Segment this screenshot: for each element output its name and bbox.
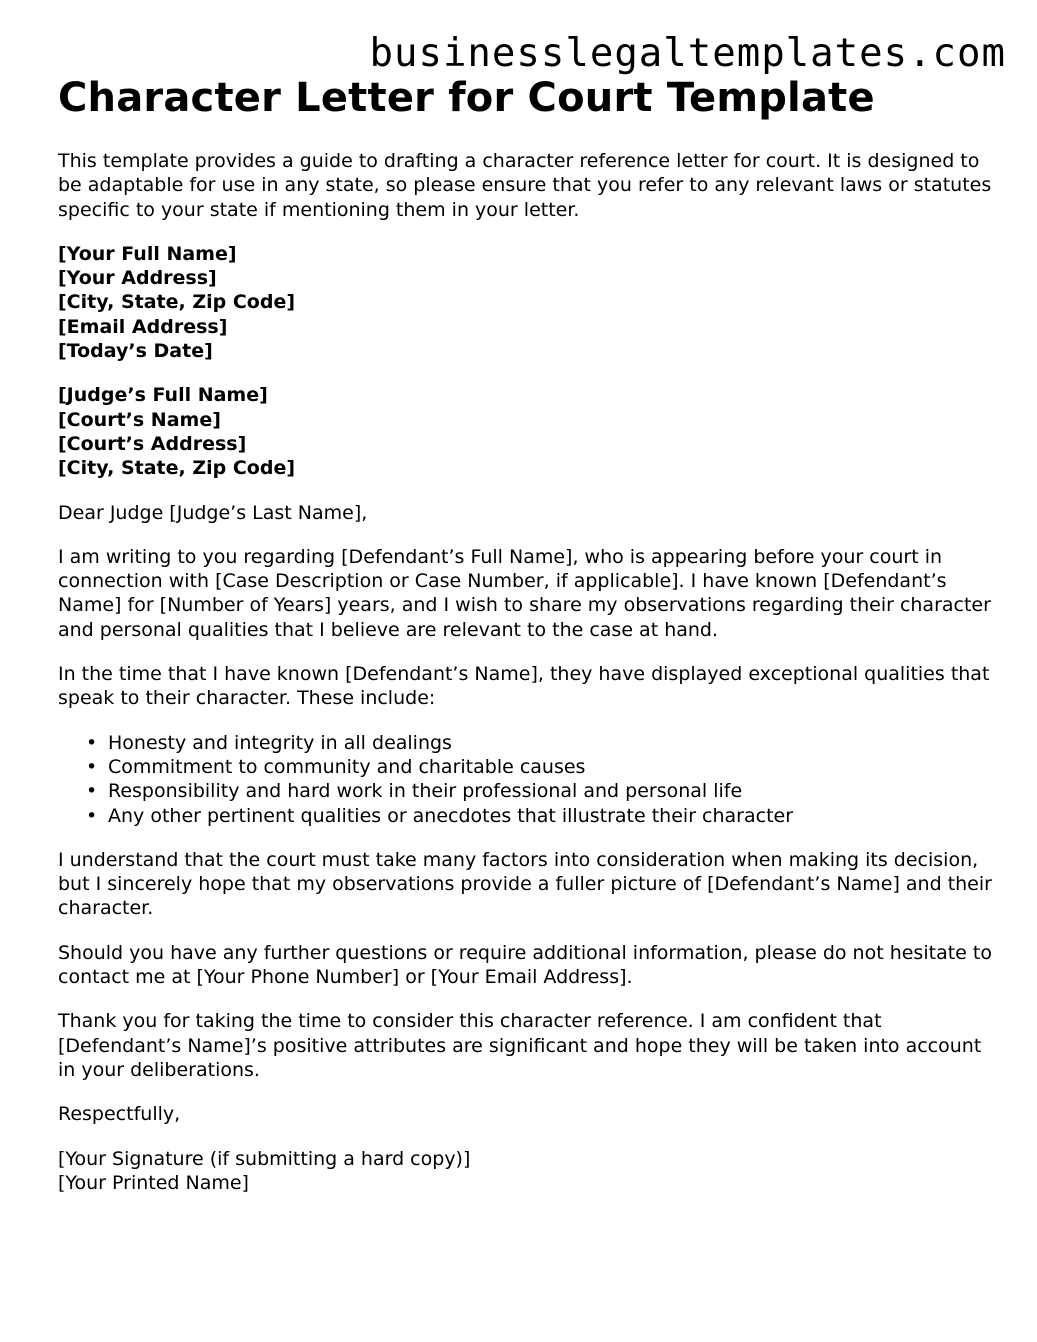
- sender-line: [Today’s Date]: [58, 340, 213, 363]
- document-page: [58, 72, 993, 1195]
- list-item: • Any other pertinent qualities or anecdotes that illustrate their character: [108, 804, 993, 828]
- recipient-line: [Court’s Address]: [58, 432, 247, 455]
- recipient-line: [Court’s Name]: [58, 408, 221, 431]
- sender-line: [Your Full Name]: [58, 242, 237, 265]
- sender-line: [City, State, Zip Code]: [58, 291, 296, 314]
- recipient-address-block: [58, 383, 993, 480]
- salutation: Dear Judge [Judge’s Last Name],: [58, 501, 368, 524]
- signature-block: [58, 1147, 993, 1196]
- qualities-list: [58, 731, 993, 828]
- document-title: Character Letter for Court Template: [58, 75, 875, 121]
- body-paragraph-5: Thank you for taking the time to consider this character reference. I am confident that [Defendant’s Name]’s positive attributes are significant and hope they will be taken into account in your deliberations.: [58, 1010, 982, 1081]
- sender-line: [Your Address]: [58, 267, 217, 290]
- closing: Respectfully,: [58, 1103, 181, 1126]
- site-watermark: businesslegaltemplates.com: [369, 31, 1006, 76]
- body-paragraph-1: I am writing to you regarding [Defendant’s Full Name], who is appearing before your court in connection with [Case Description or Case Number, if applicable]. I have known [Defendant’s Name] for [Number of Years] years, and I wish to share my observations regarding their character and personal qualities that I believe are relevant to the case at hand.: [58, 545, 991, 641]
- signature-line: [Your Signature (if submitting a hard copy)]: [58, 1147, 471, 1170]
- printed-name-line: [Your Printed Name]: [58, 1171, 249, 1194]
- list-item: • Honesty and integrity in all dealings: [108, 731, 993, 755]
- sender-address-block: [58, 242, 993, 363]
- recipient-line: [City, State, Zip Code]: [58, 457, 296, 480]
- body-paragraph-2: In the time that I have known [Defendant’s Name], they have displayed exceptional qualities that speak to their character. These include:: [58, 663, 990, 710]
- body-paragraph-4: Should you have any further questions or require additional information, please do not hesitate to contact me at [Your Phone Number] or [Your Email Address].: [58, 941, 992, 989]
- body-paragraph-3: I understand that the court must take many factors into consideration when making its decision, but I sincerely hope that my observations provide a fuller picture of [Defendant’s Name] and their character.: [58, 848, 992, 920]
- list-item: • Commitment to community and charitable causes: [108, 755, 993, 779]
- sender-line: [Email Address]: [58, 315, 228, 338]
- intro-paragraph: This template provides a guide to drafting a character reference letter for court. It is designed to be adaptable for use in any state, so please ensure that you refer to any relevant laws or statutes specific to your state if mentioning them in your letter.: [58, 150, 992, 221]
- list-item: • Responsibility and hard work in their professional and personal life: [108, 779, 993, 803]
- recipient-line: [Judge’s Full Name]: [58, 384, 268, 407]
